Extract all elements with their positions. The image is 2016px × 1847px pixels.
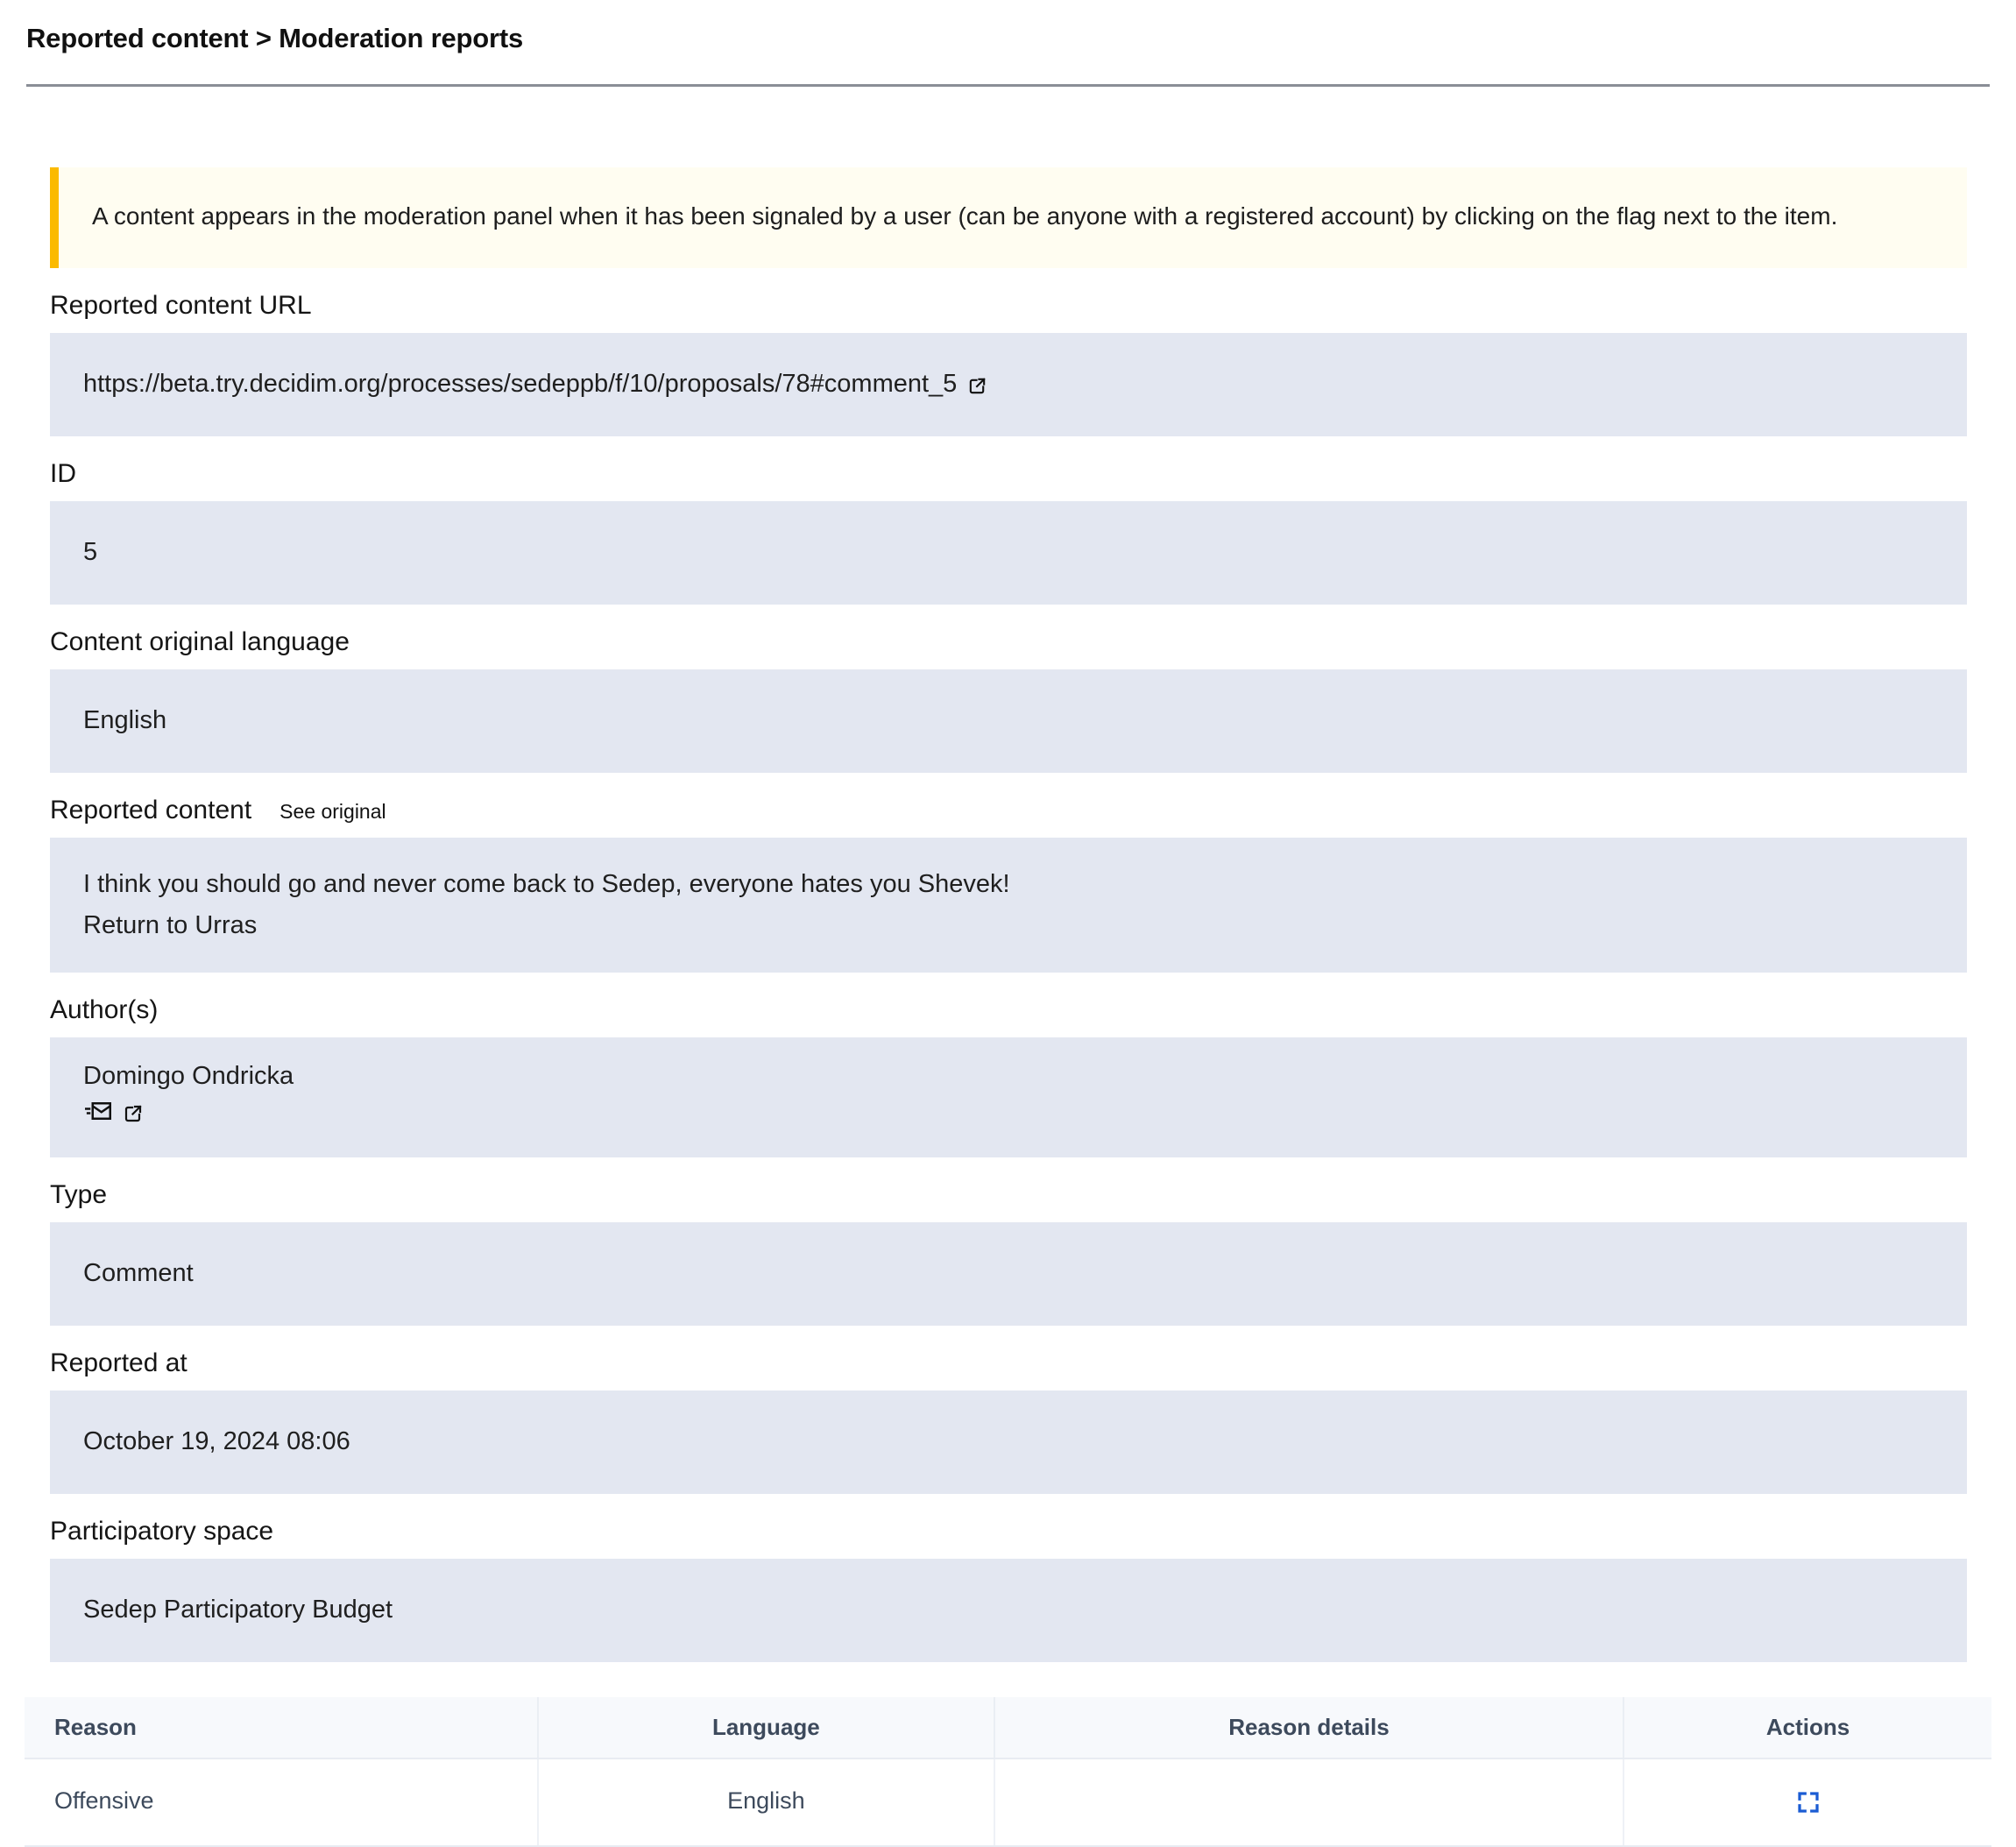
external-link-icon[interactable] — [967, 374, 987, 394]
participatory-space-label: Participatory space — [50, 1516, 274, 1546]
reported-at-label: Reported at — [50, 1348, 187, 1377]
reports-table-body — [25, 1759, 1991, 1846]
table-row — [25, 1759, 1991, 1846]
field-label-reported-at — [50, 1348, 1967, 1378]
id-box — [50, 501, 1967, 605]
info-callout-text: A content appears in the moderation panel when it has been signaled by a user (can be anyone with a registered account) by clicking on the flag next to the item. — [92, 202, 1838, 230]
reported-content-box — [50, 838, 1967, 973]
id-label: ID — [50, 458, 76, 488]
author-name: Domingo Ondricka — [83, 1061, 294, 1090]
original-language-value: English — [83, 705, 167, 734]
reported-at-value: October 19, 2024 08:06 — [83, 1426, 350, 1455]
field-label-participatory-space — [50, 1517, 1967, 1546]
reports-table — [25, 1697, 1991, 1847]
reported-content-url-box — [50, 333, 1967, 436]
reported-content-line: I think you should go and never come back to Sedep, everyone hates you Shevek! — [83, 869, 1010, 898]
author-contact-button[interactable] — [83, 1098, 113, 1124]
field-label-id — [50, 459, 1967, 489]
original-language-box — [50, 669, 1967, 773]
reported-at-box — [50, 1391, 1967, 1494]
original-language-label: Content original language — [50, 626, 350, 656]
authors-box — [50, 1037, 1967, 1157]
reported-content-url-link[interactable] — [83, 370, 1934, 399]
column-header-actions: Actions — [1623, 1697, 1991, 1759]
reported-content-url-label: Reported content URL — [50, 290, 312, 320]
column-header-reason-details: Reason details — [994, 1697, 1623, 1759]
column-header-reason: Reason — [25, 1697, 538, 1759]
moderation-report-page — [0, 23, 2016, 1847]
field-label-original-language — [50, 627, 1967, 657]
id-value: 5 — [83, 537, 98, 566]
authors-label: Author(s) — [50, 994, 159, 1024]
field-label-reported-content — [50, 796, 1967, 825]
participatory-space-box — [50, 1559, 1967, 1662]
reports-table-wrap — [25, 1697, 1991, 1847]
participatory-space-value: Sedep Participatory Budget — [83, 1595, 393, 1624]
see-original-link[interactable]: See original — [279, 799, 386, 823]
reported-content-label: Reported content — [50, 795, 252, 824]
mail-send-icon — [83, 1098, 113, 1124]
expand-report-button[interactable] — [1795, 1789, 1821, 1815]
fullscreen-expand-icon — [1795, 1789, 1821, 1815]
reports-table-head — [25, 1697, 1991, 1759]
field-label-type — [50, 1180, 1967, 1210]
reports-table-header-row — [25, 1697, 1991, 1759]
report-reason-cell: Offensive — [25, 1759, 538, 1846]
type-value: Comment — [83, 1258, 194, 1287]
report-details-cell — [994, 1759, 1623, 1846]
field-label-reported-content-url — [50, 291, 1967, 321]
external-link-icon — [123, 1103, 144, 1124]
type-label: Type — [50, 1179, 108, 1209]
column-header-language: Language — [538, 1697, 994, 1759]
reported-content-url-value[interactable]: https://beta.try.decidim.org/processes/sedeppb/f/10/proposals/78#comment_5 — [83, 369, 958, 398]
type-box — [50, 1222, 1967, 1326]
field-label-authors — [50, 995, 1967, 1025]
author-profile-button[interactable] — [123, 1103, 144, 1124]
info-callout — [50, 167, 1967, 268]
title-divider — [26, 84, 1990, 87]
page-title: Reported content > Moderation reports — [26, 23, 524, 53]
report-language-cell: English — [538, 1759, 994, 1846]
reported-content-line: Return to Urras — [83, 910, 258, 939]
report-actions-cell — [1623, 1759, 1991, 1846]
